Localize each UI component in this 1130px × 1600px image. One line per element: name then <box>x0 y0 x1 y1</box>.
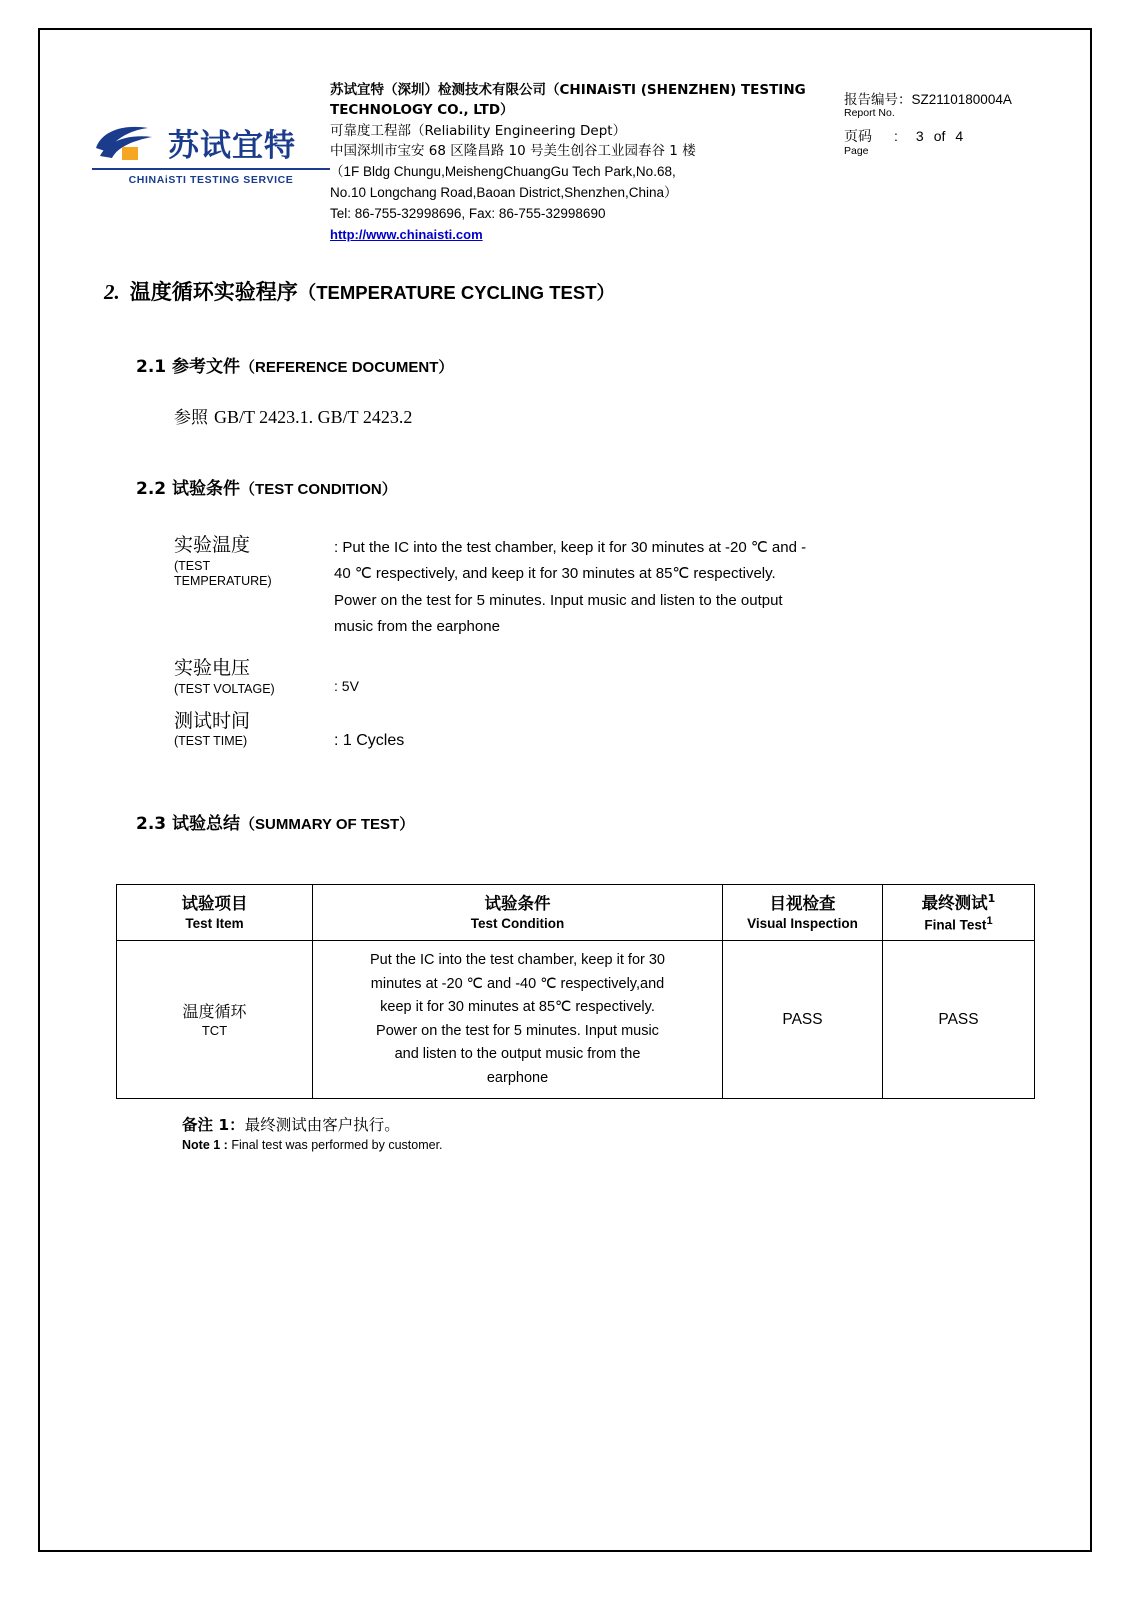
test-time-label-cn: 测试时间 <box>174 709 251 732</box>
column-header-test-condition <box>313 884 723 941</box>
summary-heading-english: （SUMMARY OF TEST） <box>240 815 415 833</box>
table-note <box>116 1113 1048 1152</box>
test-voltage-value <box>334 656 1068 699</box>
test-condition-row <box>174 709 1068 755</box>
test-condition-list <box>64 533 1068 755</box>
test-condition-heading-english: （TEST CONDITION） <box>240 481 397 499</box>
note-chinese <box>182 1113 1048 1135</box>
section-title-chinese: 温度循环实验程序 <box>129 280 298 305</box>
column-header-test-condition-en: Test Condition <box>470 916 565 932</box>
note-chinese-text: 最终测试由客户执行。 <box>244 1116 400 1135</box>
test-voltage-label <box>174 656 334 699</box>
column-header-final-test-en-sup: 1 <box>986 915 993 928</box>
summary-heading <box>64 809 1068 834</box>
document-page <box>38 28 1092 1552</box>
document-header <box>64 50 1068 246</box>
column-header-test-item <box>117 884 313 941</box>
column-header-final-test-cn-text: 最终测试 <box>921 893 988 913</box>
test-time-line-1: : 1 Cycles <box>334 731 405 749</box>
website-link[interactable]: http://www.chinaisti.com <box>330 227 483 243</box>
company-logo <box>64 80 324 186</box>
cell-test-condition <box>313 941 723 1099</box>
test-time-label-en: (TEST TIME) <box>174 734 248 749</box>
note-english <box>182 1138 1048 1152</box>
summary-table <box>116 884 1035 1100</box>
column-header-final-test-en-text: Final Test <box>924 917 987 933</box>
reference-heading-chinese: 参考文件 <box>172 357 241 378</box>
company-name-line: 苏试宜特（深圳）检测技术有限公司（CHINAiSTI (SHENZHEN) TESTING TECHNOLOGY CO., LTD） <box>330 82 806 119</box>
logo-divider <box>92 168 330 170</box>
cell-condition-line-6: earphone <box>486 1069 549 1086</box>
test-temperature-value <box>334 533 1068 640</box>
cell-final-test-result: PASS <box>883 941 1035 1099</box>
company-info-block <box>324 80 838 246</box>
page-current: 3 <box>915 128 924 144</box>
address-english-2: No.10 Longchang Road,Baoan District,Shenzhen,China） <box>330 185 678 201</box>
cell-condition-line-1: Put the IC into the test chamber, keep it for 30 <box>370 952 665 969</box>
summary-heading-number: 2.3 <box>136 813 167 834</box>
address-chinese: 中国深圳市宝安 68 区隆昌路 10 号美生创谷工业园春谷 1 楼 <box>330 143 696 160</box>
summary-table-wrapper <box>64 884 1068 1153</box>
note-chinese-label: 备注 1： <box>182 1116 245 1135</box>
test-condition-row <box>174 656 1068 699</box>
reference-document-body <box>64 403 1068 428</box>
cell-condition-line-2: minutes at -20 ℃ and -40 ℃ respectively,and <box>370 975 665 992</box>
section-title <box>64 276 1068 306</box>
test-temperature-line-2: 40 ℃ respectively, and keep it for 30 minutes at 85℃ respectively. <box>334 565 776 583</box>
note-english-text: Final test was performed by customer. <box>231 1138 443 1153</box>
test-temperature-label <box>174 533 334 640</box>
test-condition-row <box>174 533 1068 640</box>
test-condition-heading-chinese: 试验条件 <box>172 479 241 500</box>
logo-row <box>92 118 324 166</box>
column-header-test-item-en: Test Item <box>185 916 244 932</box>
reference-heading-number: 2.1 <box>136 357 167 378</box>
column-header-final-test-en <box>891 914 1026 934</box>
section-title-english: （TEMPERATURE CYCLING TEST） <box>297 282 615 304</box>
table-header-row <box>117 884 1035 941</box>
page-label-en: Page <box>844 145 869 157</box>
test-temperature-line-4: music from the earphone <box>334 617 500 635</box>
report-meta-block <box>838 80 1068 157</box>
cell-condition-line-4: Power on the test for 5 minutes. Input music <box>376 1022 659 1039</box>
summary-heading-chinese: 试验总结 <box>172 813 241 834</box>
page-total: 4 <box>955 128 964 144</box>
test-voltage-line-1: : 5V <box>334 678 359 695</box>
address-english-1: （1F Bldg Chungu,MeishengChuangGu Tech Park,No.68, <box>330 164 676 180</box>
column-header-final-test-cn-sup: 1 <box>987 891 996 905</box>
table-row <box>117 941 1035 1099</box>
reference-documents: GB/T 2423.1. GB/T 2423.2 <box>214 407 413 428</box>
report-number-label: 报告编号： <box>844 92 912 108</box>
cell-test-item-en: TCT <box>201 1023 228 1039</box>
test-temperature-label-en2: TEMPERATURE) <box>174 574 272 589</box>
test-temperature-label-en1: (TEST <box>174 558 211 573</box>
logo-chinese-name: 苏试宜特 <box>168 127 296 164</box>
department-line: 可靠度工程部（Reliability Engineering Dept） <box>330 122 627 139</box>
reference-prefix: 参照 <box>174 408 208 429</box>
page-label: 页码 <box>844 129 872 145</box>
test-condition-heading-number: 2.2 <box>136 479 167 500</box>
page-inner <box>64 50 1068 1530</box>
cell-condition-line-3: keep it for 30 minutes at 85℃ respectively. <box>380 999 655 1016</box>
telephone-line: Tel: 86-755-32998696, Fax: 86-755-32998690 <box>330 206 606 222</box>
column-header-visual-inspection-en: Visual Inspection <box>747 916 858 932</box>
cell-visual-inspection-result: PASS <box>723 941 883 1099</box>
report-number-value: SZ2110180004A <box>911 92 1012 107</box>
section-number: 2. <box>104 280 120 305</box>
test-temperature-line-1: : Put the IC into the test chamber, keep it for 30 minutes at -20 ℃ and - <box>334 539 807 557</box>
test-temperature-label-cn: 实验温度 <box>174 534 251 557</box>
test-time-label <box>174 709 334 755</box>
note-english-label: Note 1 : <box>182 1138 228 1153</box>
page-of: of <box>933 128 946 144</box>
swoosh-logo-icon <box>92 118 164 166</box>
test-temperature-line-3: Power on the test for 5 minutes. Input music and listen to the output <box>334 591 783 609</box>
test-condition-heading <box>64 474 1068 499</box>
cell-test-item <box>117 941 313 1099</box>
cell-test-item-cn: 温度循环 <box>182 1001 247 1021</box>
column-header-final-test-cn <box>891 891 1026 915</box>
test-time-value <box>334 709 1068 755</box>
column-header-visual-inspection <box>723 884 883 941</box>
cell-condition-line-5: and listen to the output music from the <box>394 1046 641 1063</box>
report-number-label-en: Report No. <box>844 107 895 119</box>
column-header-visual-inspection-cn: 目视检查 <box>769 894 836 914</box>
column-header-final-test <box>883 884 1035 941</box>
test-voltage-label-cn: 实验电压 <box>174 657 251 680</box>
column-header-test-item-cn: 试验项目 <box>181 894 248 914</box>
reference-heading-english: （REFERENCE DOCUMENT） <box>240 359 454 377</box>
test-voltage-label-en: (TEST VOLTAGE) <box>174 681 275 696</box>
logo-english-name: CHINAiSTI TESTING SERVICE <box>128 174 294 186</box>
page-colon: : <box>894 128 898 144</box>
column-header-test-condition-cn: 试验条件 <box>484 894 551 914</box>
reference-document-heading <box>64 352 1068 377</box>
